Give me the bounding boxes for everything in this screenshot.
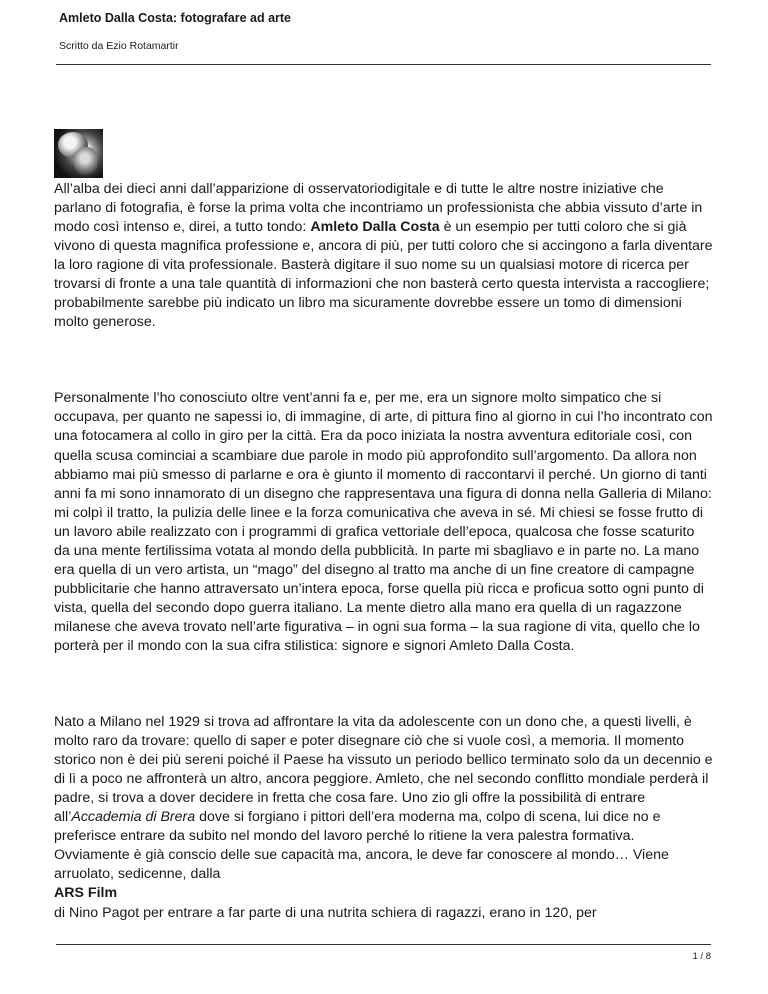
portrait-photo [54, 129, 103, 178]
footer-divider [56, 944, 711, 945]
document-title: Amleto Dalla Costa: fotografare ad arte [59, 11, 291, 25]
paragraph-intro [54, 180, 714, 332]
paragraph-biography-text-3: di Nino Pagot per entrare a far parte di una nutrita schiera di ragazzi, erano in 120, per [54, 904, 597, 921]
academy-name-italic: Accademia di Brera [71, 809, 196, 826]
subject-name-bold: Amleto Dalla Costa [310, 219, 440, 236]
company-name-bold: ARS Film [54, 885, 118, 902]
page-number: 1 / 8 [692, 951, 711, 962]
paragraph-biography [54, 713, 714, 923]
paragraph-intro-text-1: All’alba dei dieci anni dall’apparizione di osservatoriodigitale e di tutte le altre nostre iniziative che parlano di fotografia, è forse la prima volta che incontriamo un professionista che abbia vissuto d’arte in modo così intenso e, direi, a tutto tondo: [54, 181, 703, 236]
paragraph-biography-text-2: dove si forgiano i pittori dell’era moderna ma, colpo di scena, lui dice no e preferisce entrare da subito nel mondo del lavoro perché lo ritiene la vera palestra formativa. Ovviamente è già conscio delle sue capacità ma, ancora, le deve far conoscere al mondo… Viene arruolato, sedicenne, dalla [54, 809, 669, 883]
article-body [54, 180, 714, 923]
paragraph-biography-text-1: Nato a Milano nel 1929 si trova ad affrontare la vita da adolescente con un dono che, a questi livelli, è molto raro da trovare: quello di saper e poter disegnare ciò che si vuole così, a memoria. Il momento storico non è dei più sereni poiché il Paese ha vissuto un periodo bellico terminato solo da un decennio e di lì a poco ne affronterà un altro, ancora peggiore. Amleto, che nel secondo conflitto mondiale perderà il padre, si trova a dover decidere in fretta che cosa fare. Uno zio gli offre la possibilità di entrare all’ [54, 714, 713, 826]
photo-detail-face [74, 147, 98, 175]
paragraph-intro-text-2: è un esempio per tutti coloro che si già vivono di questa magnifica professione e, ancora di più, per tutti coloro che si accingono a farla diventare la loro ragione di vita professionale. Basterà digitare il suo nome su un qualsiasi motore di ricerca per trovarsi di fronte a una tale quantità di informazioni che non basterà certo questa intervista a raccogliere; probabilmente sarebbe più indicato un libro ma sicuramente dovrebbe essere un tomo di dimensioni molto generose. [54, 219, 713, 331]
header-divider [56, 64, 711, 65]
paragraph-personal: Personalmente l’ho conosciuto oltre vent’anni fa e, per me, era un signore molto simpatico che si occupava, per quanto ne sapessi io, di immagine, di arte, di pittura fino al giorno in cui l’ho incontrato con una fotocamera al collo in giro per la città. Era da poco iniziata la nostra avventura editoriale così, con quella scusa cominciai a scambiare due parole in modo più approfondito sull’argomento. Da allora non abbiamo mai più smesso di parlarne e ora è giunto il momento di raccontarvi il perché. Un giorno di tanti anni fa mi sono innamorato di un disegno che rappresentava una figura di donna nella Galleria di Milano: mi colpì il tratto, la pulizia delle linee e la forza comunicativa che aveva in sé. Mi chiesi se fosse frutto di un lavoro abile realizzato con i programmi di grafica vettoriale dell’epoca, qualcosa che fosse scaturito da una mente fertilissima votata al mondo della pubblicità. In parte mi sbagliavo e in parte no. La mano era quella di un vero artista, un “mago” del disegno al tratto ma anche di un fine creatore di campagne pubblicitarie che hanno attraversato un’intera epoca, forse quella più ricca e proficua sotto ogni punto di vista, quella del secondo dopo guerra italiano. La mente dietro alla mano era quella di un ragazzone milanese che aveva trovato nell’arte figurativa – in ogni sua forma – la sua ragione di vita, quello che lo porterà per il mondo con la sua cifra stilistica: signore e signori Amleto Dalla Costa. [54, 390, 713, 654]
author-byline: Scritto da Ezio Rotamartir [59, 40, 179, 52]
